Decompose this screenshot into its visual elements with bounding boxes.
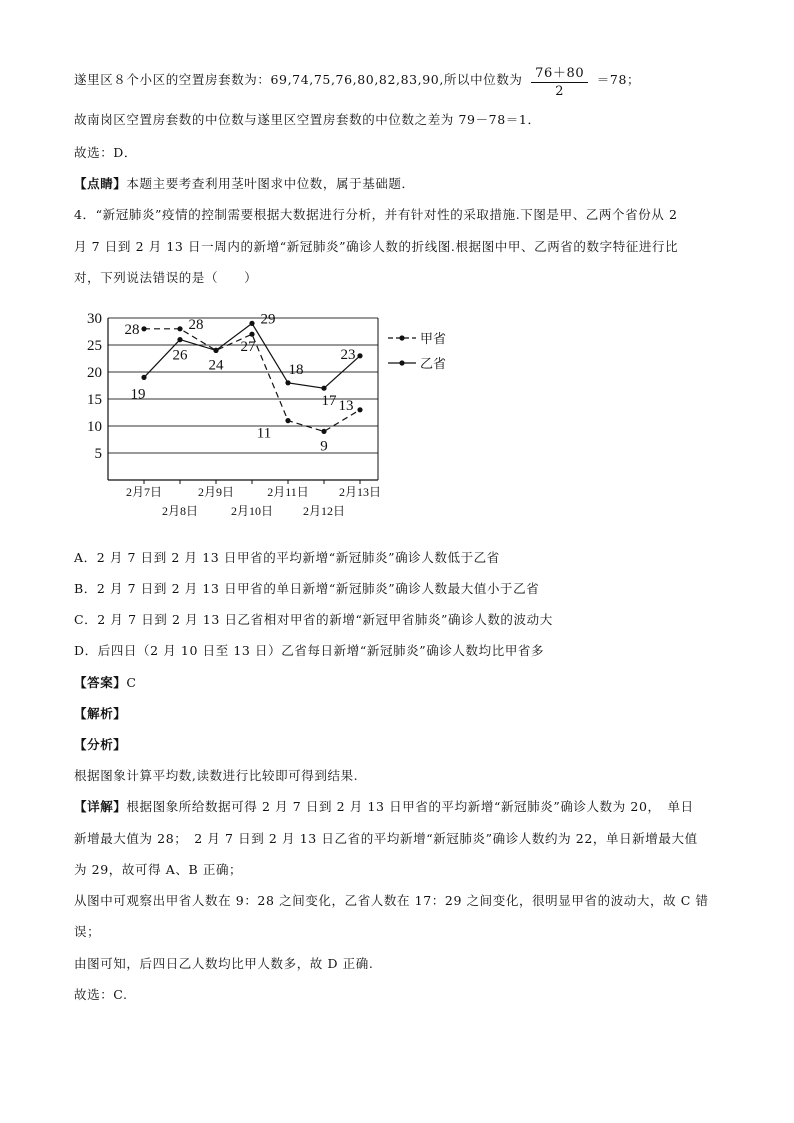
- prev-line-2: 故南岗区空置房套数的中位数与遂里区空置房套数的中位数之差为 79－78＝1．: [74, 112, 541, 127]
- x-tick-label: 2月7日: [125, 485, 163, 499]
- prev-line-1: [74, 62, 640, 99]
- question-line-1: 4．“新冠肺炎”疫情的控制需要根据大数据进行分析，并有针对性的采取措施.下图是甲、乙两个省份从 2: [74, 207, 678, 222]
- option-d: D．后四日（2 月 10 日至 13 日）乙省每日新增“新冠肺炎”确诊人数均比甲省多: [74, 643, 545, 658]
- fraction-denominator: 2: [555, 84, 565, 99]
- x-tick-label: 2月9日: [197, 485, 235, 499]
- data-point: [213, 348, 218, 353]
- y-tick-label: 15: [87, 392, 102, 408]
- detail-tag: 【详解】: [74, 799, 127, 814]
- y-tick-label: 30: [87, 311, 102, 327]
- prev-line-1-tail: ＝78；: [596, 72, 641, 87]
- data-point: [177, 326, 182, 331]
- question-line-3: 对，下列说法错误的是（ ）: [74, 270, 258, 285]
- detail-line-6: 由图可知，后四日乙人数均比甲人数多，故 D 正确.: [74, 956, 374, 971]
- line-chart: [80, 305, 447, 525]
- y-tick-label: 5: [94, 446, 102, 462]
- x-tick-label: 2月11日: [267, 485, 309, 499]
- detail-line-4: 从图中可观察出甲省人数在 9：28 之间变化，乙省人数在 17：29 之间变化，很明显甲省的波动大，故 C 错: [74, 893, 709, 908]
- y-tick-label: 25: [87, 338, 102, 354]
- data-label: 11: [256, 425, 272, 442]
- data-label: 29: [260, 311, 276, 328]
- x-tick-label: 2月10日: [230, 504, 274, 518]
- data-point: [249, 321, 254, 326]
- data-label: 19: [130, 386, 146, 403]
- option-c: C．2 月 7 日到 2 月 13 日乙省相对甲省的新增“新冠甲省肺炎”确诊人数的波动大: [74, 612, 553, 627]
- y-tick-label: 10: [87, 419, 102, 435]
- prev-line-4: [74, 174, 415, 192]
- prev-line-1-text: 遂里区８个小区的空置房套数为：69,74,75,76,80,82,83,90,所以中位数为: [74, 72, 523, 87]
- data-point: [321, 429, 326, 434]
- fenxi-tag: 【分析】: [74, 737, 127, 752]
- data-label: 26: [172, 347, 188, 364]
- data-label: 13: [338, 397, 354, 414]
- data-label: 18: [288, 361, 304, 378]
- x-tick-label: 2月13日: [338, 485, 382, 499]
- data-label: 24: [208, 357, 224, 374]
- data-point: [285, 380, 290, 385]
- data-point: [249, 332, 254, 337]
- data-point: [141, 375, 146, 380]
- option-a: A．2 月 7 日到 2 月 13 日甲省的平均新增“新冠肺炎”确诊人数低于乙省: [74, 550, 500, 565]
- y-tick-label: 20: [87, 365, 102, 381]
- data-label: 28: [188, 316, 204, 333]
- dianjing-text: 本题主要考查利用茎叶图求中位数，属于基础题．: [126, 176, 415, 191]
- data-point: [321, 386, 326, 391]
- data-label: 27: [240, 339, 256, 356]
- option-b: B．2 月 7 日到 2 月 13 日甲省的单日新增“新冠肺炎”确诊人数最大值小于乙省: [74, 581, 540, 596]
- detail-line-1: [74, 797, 694, 815]
- data-point: [177, 337, 182, 342]
- prev-line-3: 故选：D．: [74, 145, 138, 160]
- fenxi-text: 根据图象计算平均数,读数进行比较即可得到结果.: [74, 768, 359, 783]
- data-label: 23: [340, 346, 356, 363]
- detail-line-5: 误；: [74, 924, 101, 939]
- data-point: [357, 353, 362, 358]
- detail-line-1-text: 根据图象所给数据可得 2 月 7 日到 2 月 13 日甲省的平均新增“新冠肺炎”确诊人数为 20， 单日: [126, 799, 694, 814]
- fraction-numerator: 76＋80: [531, 62, 588, 83]
- question-line-2: 月 7 日到 2 月 13 日一周内的新增“新冠肺炎”确诊人数的折线图.根据图中甲、乙两省的数字特征进行比: [74, 239, 679, 254]
- answer-value: C: [126, 675, 137, 690]
- detail-line-2: 新增最大值为 28； 2 月 7 日到 2 月 13 日乙省的平均新增“新冠肺炎”确诊人数约为 22，单日新增最大值: [74, 831, 698, 846]
- legend-label: 乙省: [420, 356, 447, 371]
- legend-marker: [399, 360, 404, 365]
- x-tick-label: 2月12日: [302, 504, 346, 518]
- x-tick-label: 2月8日: [161, 504, 199, 518]
- data-label: 17: [321, 393, 337, 410]
- answer-tag: 【答案】: [74, 675, 127, 690]
- data-label: 28: [124, 321, 140, 338]
- fraction: [531, 62, 588, 99]
- data-point: [357, 407, 362, 412]
- detail-line-3: 为 29，故可得 A、B 正确；: [74, 862, 243, 877]
- detail-line-7: 故选：C.: [74, 987, 128, 1002]
- dianjing-tag: 【点睛】: [74, 176, 127, 191]
- data-point: [141, 326, 146, 331]
- data-label: 9: [320, 438, 328, 455]
- legend-marker: [399, 335, 404, 340]
- legend-label: 甲省: [420, 331, 447, 346]
- answer-line: [74, 673, 137, 691]
- data-point: [285, 418, 290, 423]
- jiexi-tag: 【解析】: [74, 706, 127, 721]
